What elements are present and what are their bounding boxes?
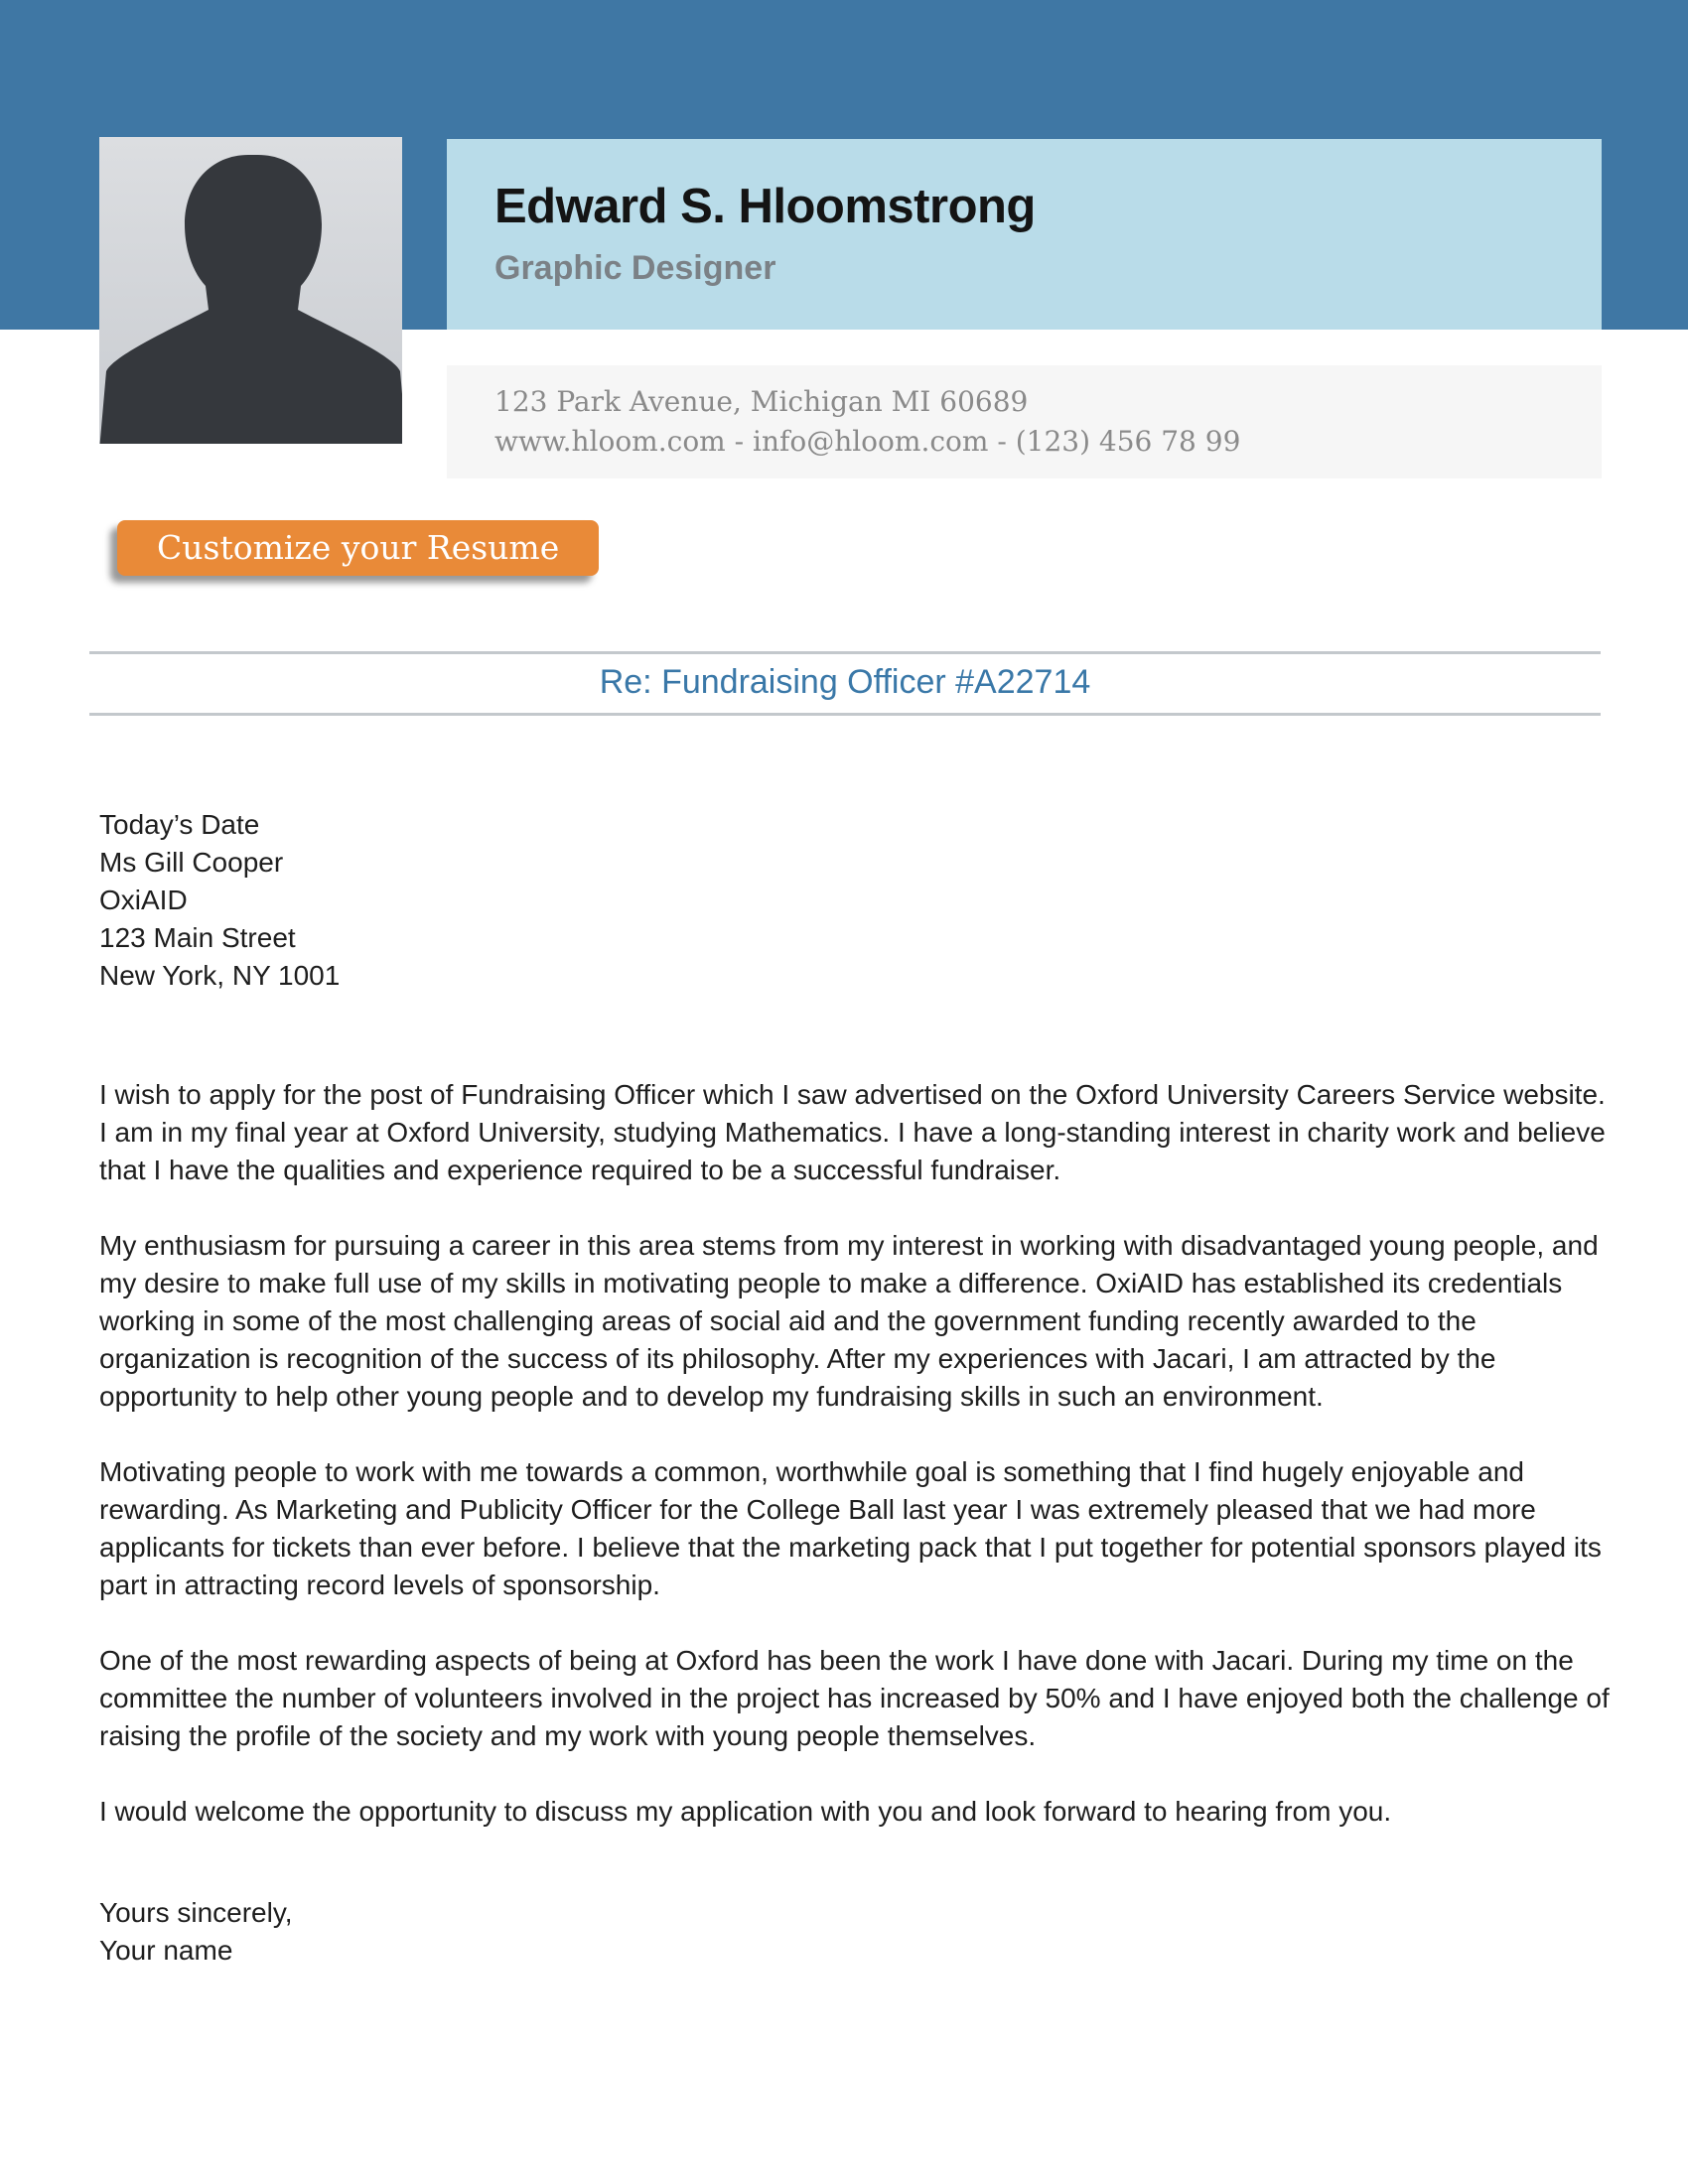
header-name-box xyxy=(447,139,1602,330)
contact-line: www.hloom.com - info@hloom.com - (123) 456 78 99 xyxy=(494,425,1241,458)
recipient-line: Today’s Date xyxy=(99,809,260,840)
letter-paragraph: One of the most rewarding aspects of being at Oxford has been the work I have done with Jacari. During my time on the committee the number of volunteers involved in the project has increased by 50% and I have enjoyed both the challenge of raising the profile of the society and my work with young people themselves. xyxy=(99,1645,1610,1751)
contact-box xyxy=(447,365,1602,478)
person-name: Edward S. Hloomstrong xyxy=(494,180,1036,234)
letter-paragraph: My enthusiasm for pursuing a career in this area stems from my interest in working with disadvantaged young people, and my desire to make full use of my skills in motivating people to make a difference. OxiAID has established its credentials working in some of the most challenging areas of social aid and the government funding recently awarded to the organization is recognition of the success of its philosophy. After my experiences with Jacari, I am attracted by the opportunity to help other young people and to develop my fundraising skills in such an environment. xyxy=(99,1230,1599,1412)
job-title: Graphic Designer xyxy=(494,249,776,288)
recipient-line: OxiAID xyxy=(99,885,188,915)
address-line: 123 Park Avenue, Michigan MI 60689 xyxy=(494,385,1029,418)
recipient-line: 123 Main Street xyxy=(99,922,296,953)
closing-block xyxy=(99,1894,1618,1970)
recipient-line: Ms Gill Cooper xyxy=(99,847,284,878)
subject-heading: Re: Fundraising Officer #A22714 xyxy=(89,651,1601,716)
customize-resume-button[interactable]: Customize your Resume xyxy=(117,520,599,576)
letter-paragraph: Motivating people to work with me towards a common, worthwhile goal is something that I find hugely enjoyable and rewarding. As Marketing and Publicity Officer for the College Ball last year I was extremely pleased that we had more applicants for tickets than ever before. I believe that the marketing pack that I put together for potential sponsors played its part in attracting record levels of sponsorship. xyxy=(99,1456,1602,1600)
recipient-block xyxy=(99,806,1618,995)
closing-line: Yours sincerely, xyxy=(99,1897,293,1928)
profile-photo-placeholder xyxy=(99,137,402,444)
letter-paragraph: I would welcome the opportunity to discuss my application with you and look forward to hearing from you. xyxy=(99,1796,1392,1827)
person-silhouette-icon xyxy=(99,137,402,444)
letter-body xyxy=(99,794,1618,1970)
closing-line: Your name xyxy=(99,1935,233,1966)
letter-paragraph: I wish to apply for the post of Fundraising Officer which I saw advertised on the Oxford University Careers Service website. I am in my final year at Oxford University, studying Mathematics. I have a long-standing interest in charity work and believe that I have the qualities and experience required to be a successful fundraiser. xyxy=(99,1079,1606,1185)
recipient-line: New York, NY 1001 xyxy=(99,960,341,991)
